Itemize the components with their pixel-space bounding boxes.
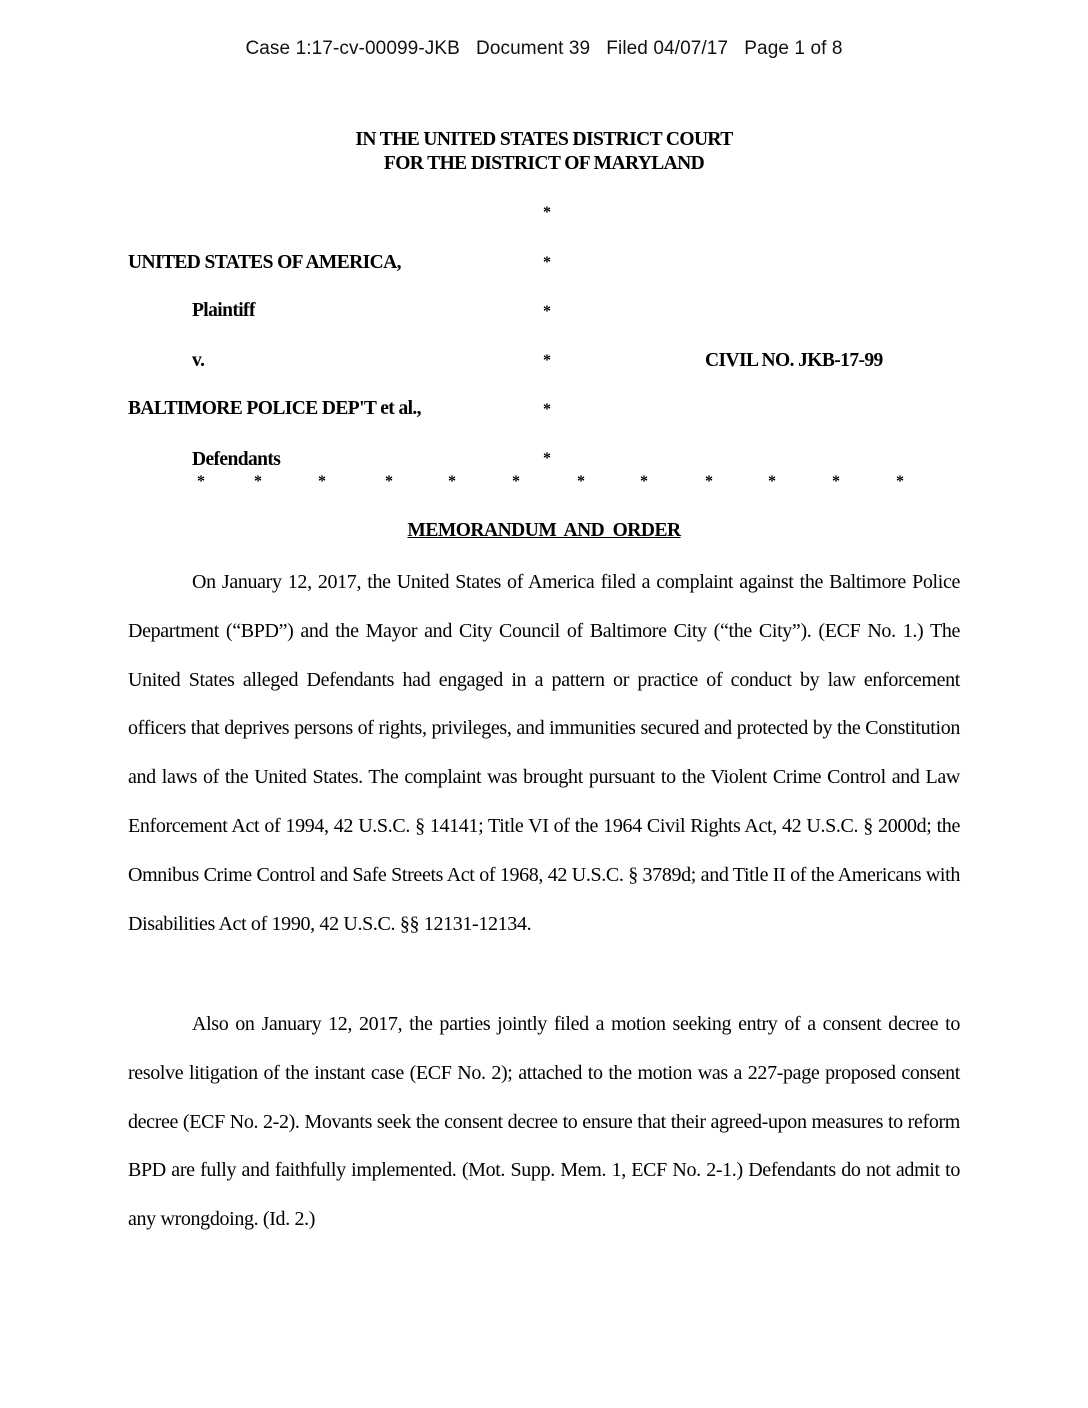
defendant-name: BALTIMORE POLICE DEP'T et al., bbox=[128, 398, 421, 419]
memorandum-title: MEMORANDUM AND ORDER bbox=[407, 520, 681, 541]
divider-star: * bbox=[385, 473, 393, 490]
body-paragraph: On January 12, 2017, the United States of America filed a complaint against the Baltimore Police Department (“BPD”) and the Mayor and City Council of Baltimore City (“the City”). (ECF No. 1.) The United States alleged Defendants had engaged in a pattern or practice of conduct by law enforcement officers that deprives persons of rights, privileges, and immunities secured and protected by the Constitution and laws of the United States. The complaint was brought pursuant to the Violent Crime Control and Law Enforcement Act of 1994, 42 U.S.C. § 14141; Title VI of the 1964 Civil Rights Act, 42 U.S.C. § 2000d; the Omnibus Crime Control and Safe Streets Act of 1968, 42 U.S.C. § 3789d; and Title II of the Americans with Disabilities Act of 1990, 42 U.S.C. §§ 12131-12134. bbox=[128, 571, 960, 935]
court-heading bbox=[0, 128, 1088, 176]
caption-star: * bbox=[543, 401, 551, 418]
caption-star: * bbox=[543, 450, 551, 467]
plaintiff-name: UNITED STATES OF AMERICA, bbox=[128, 252, 401, 273]
divider-star: * bbox=[318, 473, 326, 490]
divider-star: * bbox=[832, 473, 840, 490]
divider-star: * bbox=[640, 473, 648, 490]
divider-star: * bbox=[254, 473, 262, 490]
defendant-label: Defendants bbox=[192, 449, 281, 470]
divider-star: * bbox=[197, 473, 205, 490]
divider-star: * bbox=[577, 473, 585, 490]
caption-star: * bbox=[543, 204, 551, 221]
caption-star: * bbox=[543, 303, 551, 320]
divider-star: * bbox=[705, 473, 713, 490]
court-name: IN THE UNITED STATES DISTRICT COURT bbox=[355, 129, 733, 150]
divider-star: * bbox=[896, 473, 904, 490]
body-paragraph: Also on January 12, 2017, the parties jointly filed a motion seeking entry of a consent decree to resolve litigation of the instant case (ECF No. 2); attached to the motion was a 227-page proposed consent decree (ECF No. 2-2). Movants seek the consent decree to ensure that their agreed-upon measures to reform BPD are fully and faithfully implemented. (Mot. Supp. Mem. 1, ECF No. 2-1.) Defendants do not admit to any wrongdoing. (Id. 2.) bbox=[128, 1013, 960, 1231]
caption-star: * bbox=[543, 254, 551, 271]
civil-case-number: CIVIL NO. JKB-17-99 bbox=[705, 350, 883, 371]
plaintiff-label: Plaintiff bbox=[192, 300, 255, 321]
versus-label: v. bbox=[192, 350, 205, 371]
divider-star: * bbox=[768, 473, 776, 490]
caption-star: * bbox=[543, 352, 551, 369]
divider-star: * bbox=[448, 473, 456, 490]
divider-star: * bbox=[512, 473, 520, 490]
court-district: FOR THE DISTRICT OF MARYLAND bbox=[383, 153, 705, 174]
ecf-header-stamp: Case 1:17-cv-00099-JKB Document 39 Filed 04/07/17 Page 1 of 8 bbox=[245, 38, 843, 59]
